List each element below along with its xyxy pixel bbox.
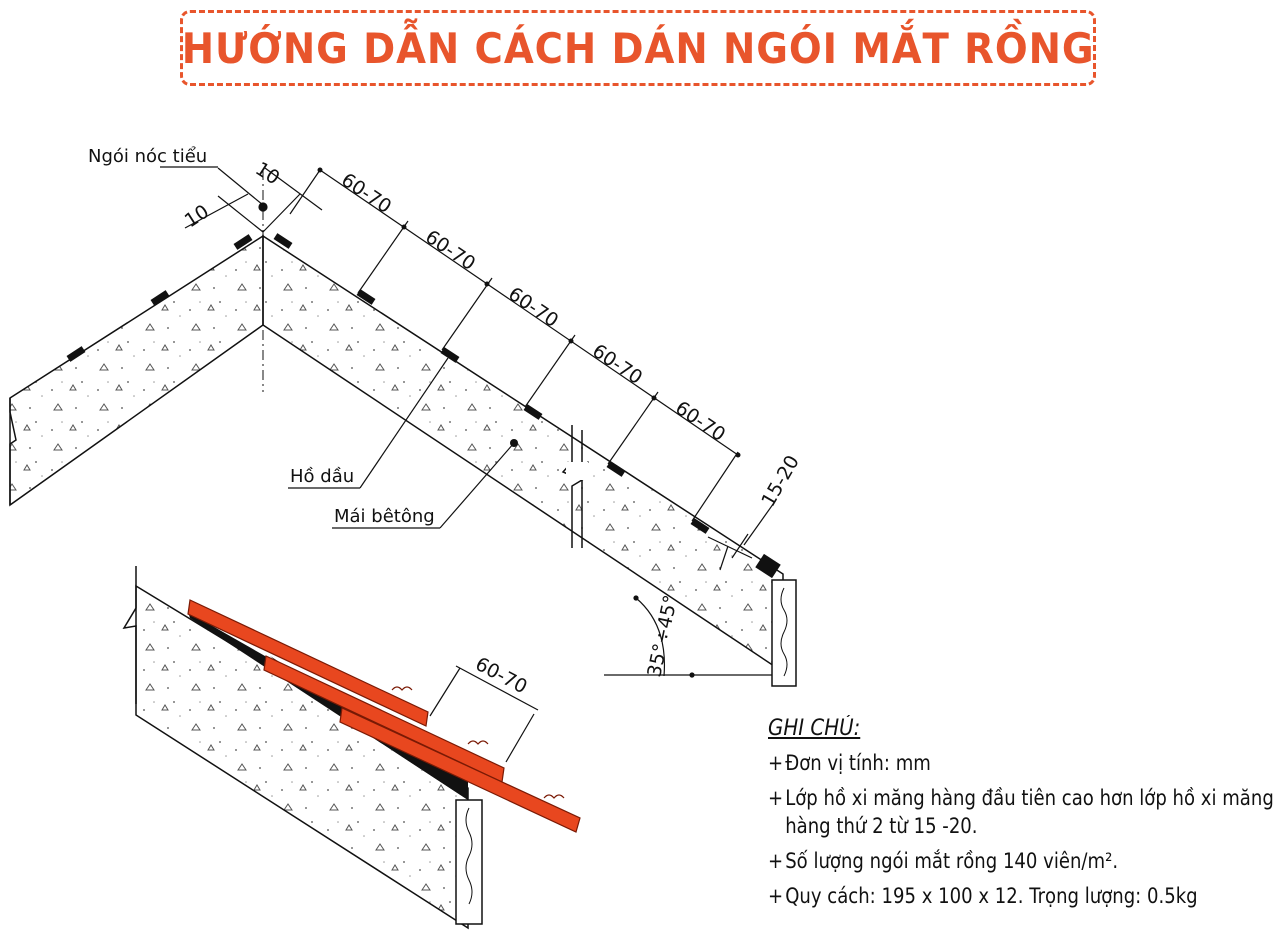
gap-dimension-a: 10 [251,157,284,190]
note-bullet: + [768,751,784,775]
eave-offset-label: 15-20 [757,451,804,511]
tile-overlap-label: 60-70 [471,652,531,699]
page-title: HƯỚNG DẪN CÁCH DÁN NGÓI MẮT RỒNG [181,23,1095,73]
notes-panel [768,716,1278,917]
notes-heading: GHI CHÚ: [768,716,861,741]
note-text: Số lượng ngói mắt rồng 140 viên/m². [785,849,1119,873]
eave-wall [772,580,796,686]
spacing-label-2: 60-70 [421,225,480,276]
ridge-tile-label: Ngói nóc tiểu [88,146,208,167]
concrete-point [510,439,518,447]
note-text: Đơn vị tính: mm [785,751,931,775]
note-item [768,784,1280,840]
note-item [768,882,1280,910]
note-item [768,847,1280,875]
spacing-label-1: 60-70 [337,168,396,219]
ridge-tile-detail [160,167,322,232]
slope-angle-label: 35°÷45° [643,593,683,680]
spacing-label-5: 60-70 [671,396,730,447]
note-bullet: + [768,884,784,908]
note-bullet: + [768,849,784,873]
roof-slab-left [10,236,263,505]
spacing-label-3: 60-70 [504,282,563,333]
spacing-label-4: 60-70 [588,339,647,390]
tile-wall [456,800,482,924]
note-text: Quy cách: 195 x 100 x 12. Trọng lượng: 0.5kg [785,884,1198,908]
concrete-roof-label: Mái bêtông [334,506,435,527]
note-text: Lớp hồ xi măng hàng đầu tiên cao hơn lớp hồ xi măng hàng thứ 2 từ 15 -20. [785,786,1274,838]
gap-dimension-b: 10 [180,200,214,233]
note-bullet: + [768,786,784,810]
note-item [768,749,1280,777]
mortar-label: Hồ dầu [290,466,355,487]
